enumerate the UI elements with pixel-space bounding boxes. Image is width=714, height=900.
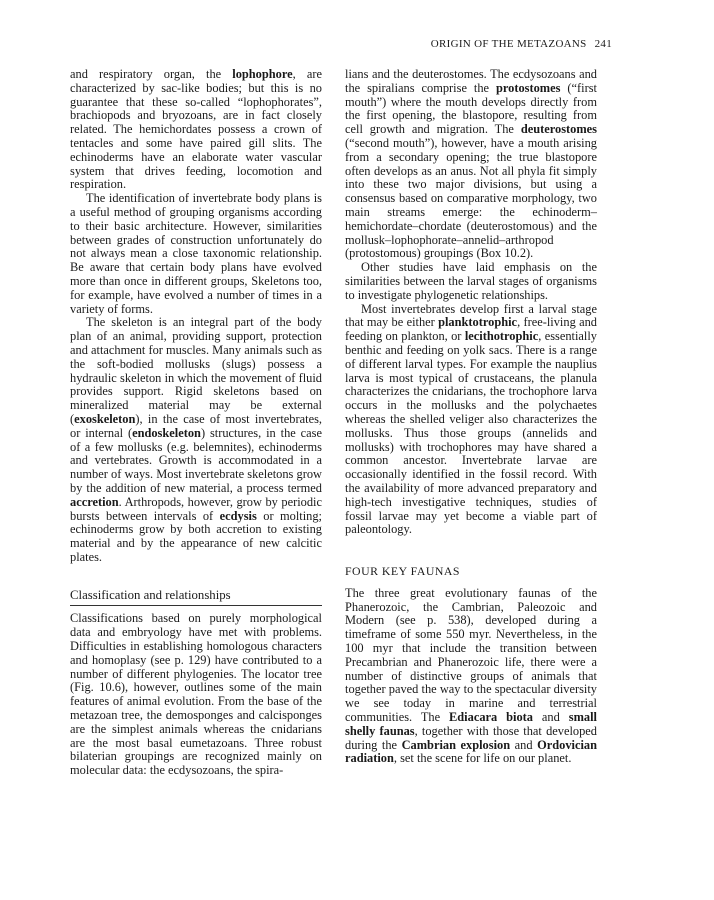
paragraph: The skeleton is an integral part of the body plan of an animal, providing support, protection and attachment for muscles. Many animals such as the soft-bodied mollusks (slugs) possess a hydraulic skeleton in which the movement of fluid provides support. Rigid skeletons based on mineralized material may be external (exoskeleton), in the case of most invertebrates, or internal (endoskeleton) structures, in the case of a few mollusks (e.g. belemnites), echinoderms and vertebrates. Growth is accommodated in a number of ways. Most invertebrate skeletons grow by the addition of new material, a process termed accretion. Arthropods, however, grow by periodic bursts between intervals of ecdysis or molting; echinoderms grow by both accretion to existing material and by the appearance of new calcitic plates. (70, 315, 323, 564)
bold-term: accretion (70, 494, 119, 509)
section-heading: FOUR KEY FAUNAS (345, 564, 460, 579)
page-number: 241 (594, 38, 612, 50)
bold-term: lophophore (232, 67, 293, 81)
paragraph: The identification of invertebrate body plans is a useful method of grouping organisms according to their basic architecture. However, similarities between grades of construction unfortunately do not always mean a close taxonomic relationship. Be aware that certain body plans have evolved more than once in different groups, Skeletons too, for example, have evolved a number of times in a variety of forms. (70, 191, 322, 316)
bold-term: endoskeleton (132, 425, 201, 440)
bold-term: Ediacara biota (449, 710, 533, 725)
bold-term: Cambrian explosion (401, 737, 511, 752)
bold-term: ecdysis (219, 508, 257, 523)
paragraph: Classifications based on purely morphological data and embryology have met with problems. Difficulties in establishing homologous characters and homoplasy (see p. 129) have contributed to a number of different phylogenies. The locator tree (Fig. 10.6), however, outlines some of the main features of animal evolution. From the base of the metazoan tree, the demosponges and calcisponges are the simplest animals whereas the cnidarians are the most basal eumetazoans. Three robust bilaterian groupings are recognized mainly on molecular data: the ecdysozoans, the spira- (70, 611, 322, 778)
left-column (70, 68, 322, 778)
right-column (345, 68, 597, 766)
bold-term: exoskeleton (74, 411, 136, 426)
running-head-title: ORIGIN OF THE METAZOANS (430, 38, 587, 50)
bold-term: small shelly faunas (345, 710, 597, 738)
running-head (431, 38, 612, 50)
paragraph: Most invertebrates develop first a larval stage that may be either planktotrophic, free-living and feeding on plankton, or lecithotrophic, essentially benthic and feeding on yolk sacs. There is a range of different larval types. For example the nauplius larva is most typical of crustaceans, the planula characterizes the cnidarians, the trochophore larva occurs in the mollusks and the polychaetes whereas the shelled veliger also characterizes the mollusks. Thus those groups (annelids and mollusks) with trochophores may have shared a common ancestor. Invertebrate larvae are occasionally identified in the fossil record. With the availability of more advanced preparatory and high-tech investigative techniques, studies of fossil larvae may yet become a viable part of paleontology. (345, 301, 598, 537)
bold-term: deuterostomes (520, 122, 597, 137)
bold-term: planktotrophic (438, 315, 518, 330)
bold-term: protostomes (495, 80, 561, 95)
paragraph: Other studies have laid emphasis on the similarities between the larval stages of organisms to investigate phylogenetic relationships. (345, 260, 597, 302)
section-heading: Classification and relationships (70, 589, 322, 607)
paragraph: The three great evolutionary faunas of the Phanerozoic, the Cambrian, Paleozoic and Modern (see p. 538), developed during a timeframe of some 550 myr. Nevertheless, in the 100 myr that include the transition between Precambrian and Phanerozoic life, there were a number of distinctive groups of animals that together paved the way to the spectacular diversity we see today in marine and terrestrial communities. The Ediacara biota and small shelly faunas, together with those that developed during the Cambrian explosion and Ordovician radiation, set the scene for life on our planet. (345, 585, 597, 766)
bold-term: Ordovician radiation (345, 737, 597, 766)
bold-term: lecithotrophic (464, 329, 539, 344)
paragraph: lians and the deuterostomes. The ecdysozoans and the spiralians comprise the protostomes (“first mouth”) where the mouth develops directly from the first opening, the blastopore, resulting from cell growth and migration. The deuterostomes (“second mouth”), however, have a mouth arising from a secondary opening; the true blastopore often develops as an anus. Not all phyla fit simply into these two major divisions, but using a consensus based on comparative morphology, two main streams emerge: the echinoderm–hemichordate–chordate (deuterostomous) and the mollusk–lophophorate–annelid–arthropod (protostomous) groupings (Box 10.2). (345, 67, 598, 261)
paragraph: and respiratory organ, the lophophore, are characterized by sac-like bodies; but this is no guarantee that these so-called “lophophorates”, brachiopods and bryozoans, are in fact closely related. The hemichordates possess a crown of tentacles and some have paired gill slits. The echinoderms have an elaborate water vascular system that drives feeding, locomotion and respiration. (70, 67, 322, 192)
